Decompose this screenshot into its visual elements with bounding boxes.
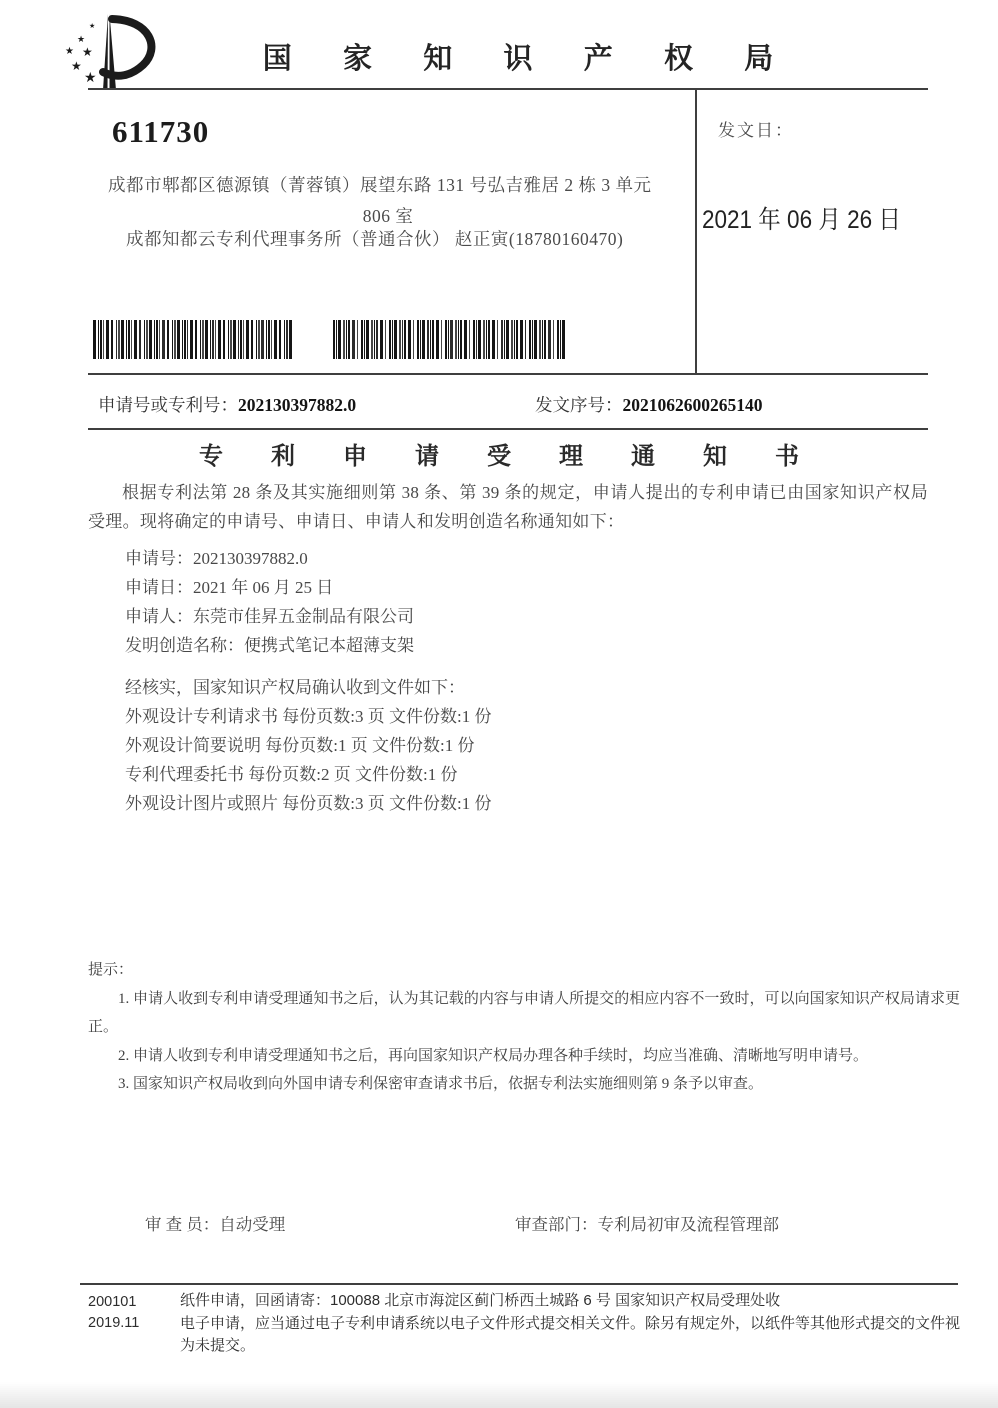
detail-applicant: 申请人：东莞市佳昇五金制品有限公司: [125, 607, 414, 626]
footer-line-paper: 纸件申请，回函请寄：100088 北京市海淀区蓟门桥西土城路 6 号 国家知识产权局受理处收: [180, 1292, 781, 1309]
application-details: [125, 544, 928, 660]
application-number-label: 申请号或专利号：: [98, 395, 238, 415]
svg-text:★: ★: [71, 59, 82, 73]
reference-divider: [88, 428, 928, 430]
department-value: 专利局初审及流程管理部: [597, 1215, 779, 1234]
mid-divider: [88, 373, 928, 375]
svg-text:★: ★: [77, 35, 86, 45]
svg-text:★: ★: [84, 70, 97, 86]
agent-line: 成都知都云专利代理事务所（普通合伙） 赵正寅(18780160470): [126, 229, 624, 249]
tip-item-3: 3. 国家知识产权局收到向外国申请专利保密审查请求书后，依据专利法实施细则第 9 条予以审查。: [118, 1076, 764, 1092]
footer-line-electronic: 电子申请，应当通过电子专利申请系统以电子文件形式提交相关文件。除另有规定外，以纸件等其他形式提交的文件视为未提交。: [180, 1314, 961, 1354]
footer-divider: [80, 1283, 958, 1285]
dispatch-box-border: [695, 88, 697, 375]
recipient-address: [108, 170, 668, 232]
notice-title: 专 利 申 请 受 理 通 知 书: [199, 444, 820, 470]
notice-intro: 根据专利法第 28 条及其实施细则第 38 条、第 39 条的规定，申请人提出的专利申请已由国家知识产权局受理。现将确定的申请号、申请日、申请人和发明创造名称通知如下：: [88, 483, 928, 531]
agency-title: 国 家 知 识 产 权 局: [262, 43, 796, 75]
tip-item-2: 2. 申请人收到专利申请受理通知书之后，再向国家知识产权局办理各种手续时，均应当准确、清晰地写明申请号。: [118, 1047, 869, 1064]
examiner-label: 审 查 员：: [145, 1215, 220, 1234]
form-date: 2019.11: [88, 1315, 140, 1331]
detail-filing-date: 申请日：2021 年 06 月 25 日: [125, 578, 334, 597]
barcode-right: [333, 320, 569, 359]
tips-section: [88, 956, 960, 1099]
document-item: 外观设计简要说明 每份页数:1 页 文件份数:1 份: [125, 736, 475, 755]
dispatch-date-value: 2021 年 06 月 26 日: [702, 206, 901, 234]
department-label: 审查部门：: [515, 1215, 598, 1234]
confirmation-intro: 经核实，国家知识产权局确认收到文件如下：: [125, 678, 465, 697]
tip-item-1: 1. 申请人收到专利申请受理通知书之后，认为其记载的内容与申请人所提交的相应内容不一致时，可以向国家知识产权局请求更正。: [88, 990, 960, 1035]
address-line1: 成都市郫都区德源镇（菁蓉镇）展望东路 131 号弘吉雅居 2 栋 3 单元: [108, 175, 652, 195]
examiner-row: [145, 1211, 285, 1235]
department-row: [515, 1211, 779, 1235]
dispatch-date-label: 发文日：: [718, 121, 794, 140]
form-code: 200101: [88, 1294, 137, 1310]
detail-application-number: 申请号：202130397882.0: [125, 549, 308, 568]
postal-code: 611730: [112, 114, 210, 149]
svg-text:★: ★: [89, 22, 96, 30]
serial-number-label: 发文序号：: [535, 395, 623, 415]
barcode-left: [93, 320, 295, 359]
examiner-value: 自动受理: [219, 1215, 286, 1234]
address-line2: 806 室: [362, 206, 414, 226]
application-number-value: 202130397882.0: [238, 395, 357, 415]
document-item: 专利代理委托书 每份页数:2 页 文件份数:1 份: [125, 765, 458, 784]
footer-instructions: [180, 1290, 970, 1358]
tips-label: 提示：: [88, 962, 134, 978]
document-item: 外观设计图片或照片 每份页数:3 页 文件份数:1 份: [125, 794, 492, 813]
header-divider: [88, 88, 928, 90]
svg-text:★: ★: [65, 46, 74, 57]
serial-number-row: [535, 392, 763, 417]
detail-invention-title: 发明创造名称：便携式笔记本超薄支架: [125, 636, 414, 655]
svg-text:★: ★: [82, 45, 93, 59]
received-documents: [125, 673, 928, 818]
document-item: 外观设计专利请求书 每份页数:3 页 文件份数:1 份: [125, 707, 492, 726]
form-code-block: [88, 1292, 139, 1334]
application-number-row: [98, 392, 356, 417]
notice-body: [88, 478, 928, 818]
serial-number-value: 2021062600265140: [622, 395, 763, 415]
